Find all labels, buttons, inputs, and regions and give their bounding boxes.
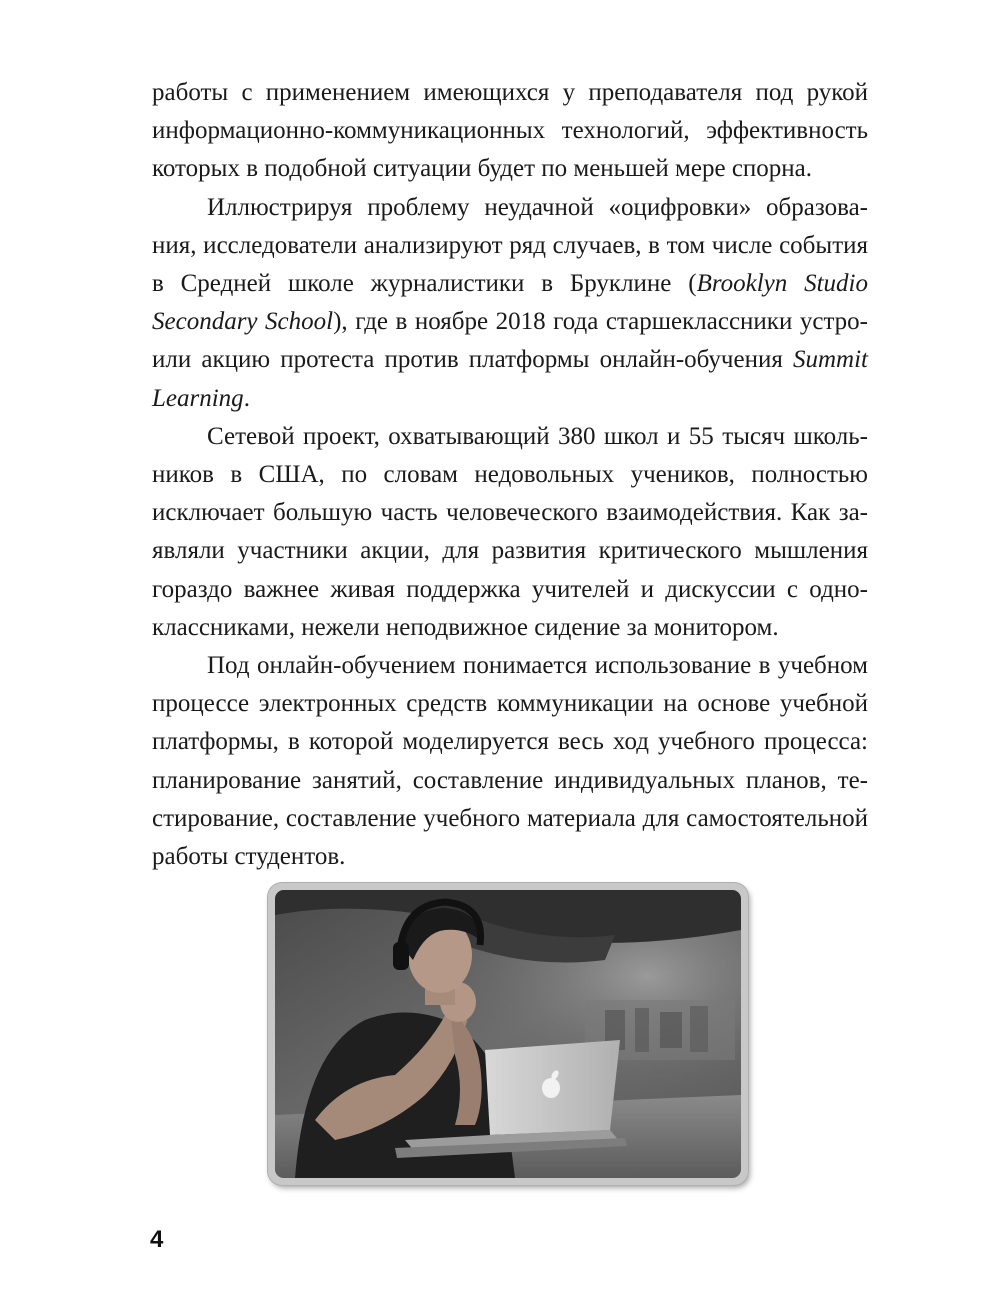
student-with-laptop-photo	[275, 890, 741, 1178]
paragraph-3	[152, 418, 868, 647]
paragraph-1	[152, 74, 868, 189]
paragraph-3-text: Сетевой проект, охватывающий 380 школ и 55 тысяч школьников в США, по словам недовольных учеников, полностью исключает большую часть человеческого взаимодействия. Как заявляли участники акции, для развития критического мышления гораздо важнее живая поддержка учителей и дискуссии с одноклассниками, нежели неподвижное сидение за монитором.	[152, 422, 868, 641]
paragraph-4	[152, 647, 868, 876]
paragraph-2-text-c: .	[243, 384, 250, 412]
paragraph-2	[152, 189, 868, 418]
photo-frame	[268, 883, 748, 1185]
paragraph-4-text: Под онлайн-обучением понимается использование в учебном процессе электронных средств коммуникации на основе учебной платформы, в которой моделируется весь ход учебного процесса: планирование занятий, составление индивидуальных планов, тестирование, составление учебного материала для самостоятельной работы студентов.	[152, 652, 868, 871]
page-number: 4	[150, 1226, 164, 1253]
paragraph-2-text-b: ), где в ноябре 2018 года старшеклассники устроили акцию протеста против платформы онлайн-обучения	[152, 308, 868, 374]
paragraph-2-italic-school: Brooklyn Studio Secondary School	[152, 270, 868, 336]
paragraph-2-text-a: Иллюстрируя проблему неудачной «оцифровки» образования, исследователи анализируют ряд случаев, в том числе события в Средней школе журналистики в Бруклине (	[152, 193, 868, 298]
paragraph-1-text: работы с применением имеющихся у преподавателя под рукой информационно-коммуникационных технологий, эффективность которых в подобной ситуации будет по меньшей мере спорна.	[152, 79, 868, 183]
body-text	[152, 74, 868, 876]
paragraph-2-italic-platform: Summit Learning	[152, 346, 868, 412]
